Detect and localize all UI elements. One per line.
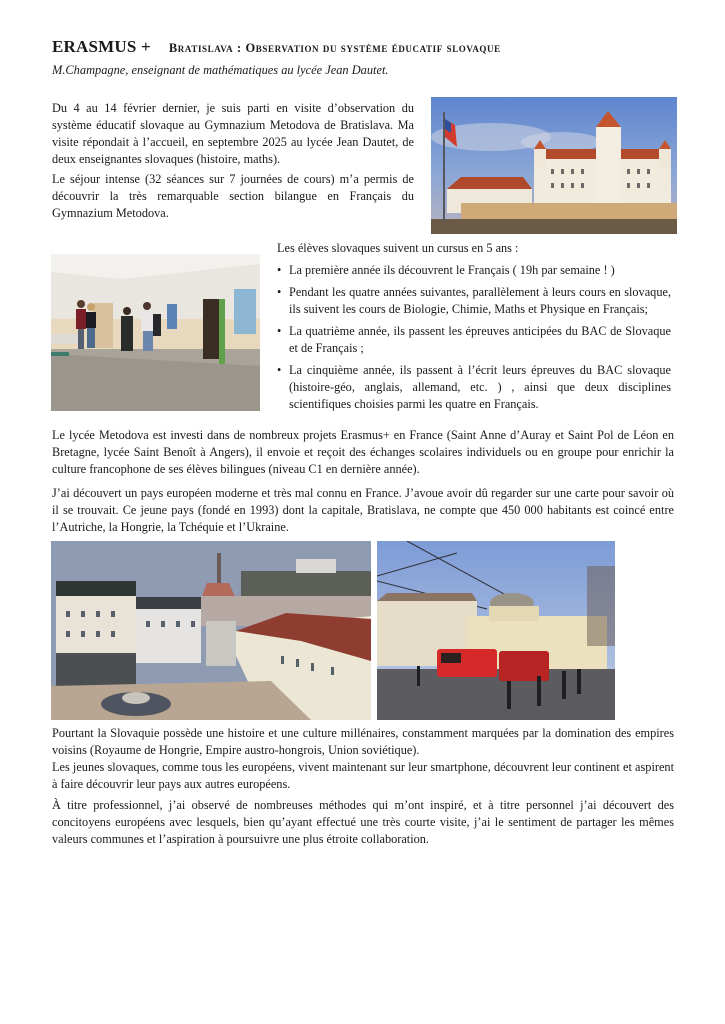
bullet-icon: • bbox=[277, 324, 282, 338]
photo-bratislava-castle bbox=[431, 97, 677, 234]
article-title bbox=[52, 37, 501, 57]
title-erasmus: ERASMUS + bbox=[52, 37, 151, 56]
bullet-icon: • bbox=[277, 285, 282, 299]
paragraph-history bbox=[52, 725, 674, 793]
paragraph-visit: Du 4 au 14 février dernier, je suis parti en visite d’observation du système éducatif slovaque au Gymnazium Metodova de Bratislava. Ma visite répondait à l’accueil, en septembre 2025 au lycée Jean Dautet, de deux enseignantes slovaques (histoire, maths). bbox=[52, 101, 414, 166]
list-item: • La cinquième année, ils passent à l’écrit leurs épreuves du BAC slovaque (histoire-géo, anglais, allemand, etc. ) , ainsi que deux disciplines scientifiques choisies parmi les quatre en Français. bbox=[277, 363, 671, 411]
curriculum-list bbox=[277, 262, 671, 413]
paragraph-country: J’ai découvert un pays européen moderne et très mal connu en France. J’avoue avoir dû regarder sur une carte pour savoir où il se trouvait. Ce jeune pays (fondé en 1993) dont la capitale, Bratislava, ne compte que 450 000 habitants est coincé entre l’Autriche, la Hongrie, la Tchéquie et l’Ukraine. bbox=[52, 486, 674, 534]
curriculum-section bbox=[277, 240, 671, 418]
list-item: • Pendant les quatre années suivantes, parallèlement à leurs cours en slovaque, ils suivent les cours de Biologie, Chimie, Maths et Physique en Français; bbox=[277, 285, 671, 316]
youth-text: Les jeunes slovaques, comme tous les européens, vivent maintenant sur leur smartphone, découvrent leur continent et aspirent à faire découvrir leur pays aux autres européens. bbox=[52, 760, 674, 791]
author-line: M.Champagne, enseignant de mathématiques au lycée Jean Dautet. bbox=[52, 63, 389, 77]
paragraph-conclusion: À titre professionnel, j’ai observé de nombreuses méthodes qui m’ont inspiré, et à titre personnel j’ai découvert des concitoyens européens avec lesquels, bien qu’ayant effectué une très courte visite, j’ai le sentiment de partager les mêmes valeurs communes et l’aspiration à poursuivre une plus étroite collaboration. bbox=[52, 798, 674, 846]
paragraph-stay: Le séjour intense (32 séances sur 7 journées de cours) m’a permis de découvrir la très remarquable section bilangue en Français du Gymnazium Metodova. bbox=[52, 172, 414, 220]
title-subtitle: Bratislava : Observation du système éducatif slovaque bbox=[168, 41, 501, 55]
bullet-icon: • bbox=[277, 263, 282, 277]
list-item: • La première année ils découvrent le Français ( 19h par semaine ! ) bbox=[277, 263, 615, 277]
list-item: • La quatrième année, ils passent les épreuves anticipées du BAC de Slovaque et de Français ; bbox=[277, 324, 671, 355]
photo-tram-theatre bbox=[377, 541, 615, 720]
paragraph-projects: Le lycée Metodova est investi dans de nombreux projets Erasmus+ en France (Saint Anne d’Auray et Saint Pol de Léon en Bretagne, lycée Saint Benoît à Angers), il envoie et reçoit des échanges scolaires individuels ou en groupe pour enrichir la culture francophone de ses élèves bilingues (niveau C1 en dernière année). bbox=[52, 428, 674, 476]
bullet-icon: • bbox=[277, 363, 282, 377]
history-text: Pourtant la Slovaquie possède une histoire et une culture millénaires, constamment marquées par la domination des empires voisins (Royaume de Hongrie, Empire austro-hongrois, Union soviétique). bbox=[52, 726, 674, 757]
photo-main-square bbox=[51, 541, 371, 720]
curriculum-lead: Les élèves slovaques suivent un cursus en 5 ans : bbox=[277, 241, 519, 255]
photo-school-corridor bbox=[51, 254, 260, 411]
